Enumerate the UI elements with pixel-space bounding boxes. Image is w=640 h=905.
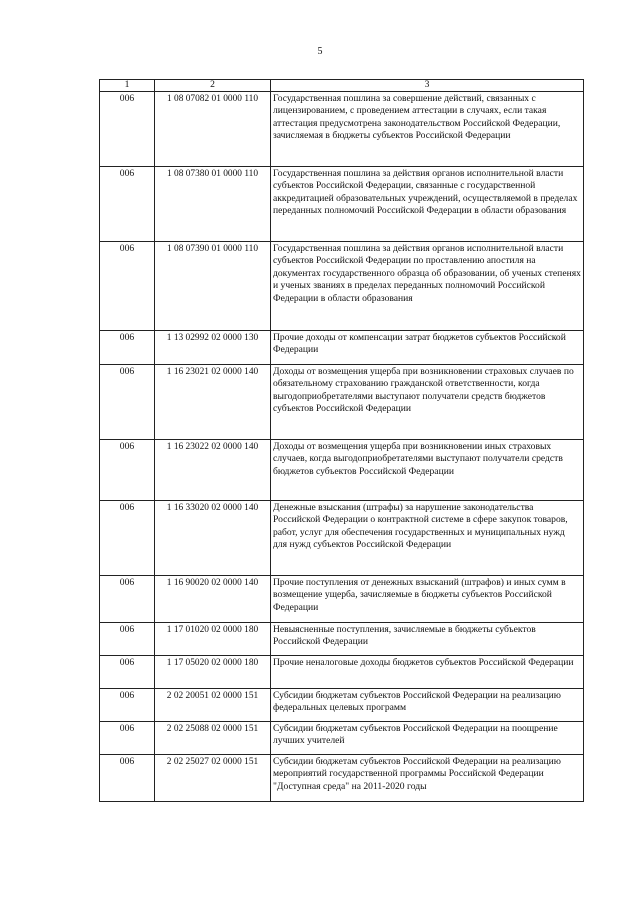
table-row — [100, 501, 584, 576]
admin-code-cell: 006 — [100, 167, 155, 242]
table-row — [100, 623, 584, 656]
budget-code-cell: 2 02 25027 02 0000 151 — [155, 755, 271, 802]
revenue-name-cell: Прочие неналоговые доходы бюджетов субъектов Российской Федерации — [271, 656, 584, 689]
revenue-name-cell: Субсидии бюджетам субъектов Российской Федерации на реализацию федеральных целевых программ — [271, 689, 584, 722]
revenue-name-cell: Государственная пошлина за совершение действий, связанных с лицензированием, с проведением аттестации в случаях, если такая аттестация предусмотрена законодательством Российской Федерации, зачисляемая в бюджеты субъектов Российской Федерации — [271, 92, 584, 167]
budget-code-cell: 1 16 33020 02 0000 140 — [155, 501, 271, 576]
revenue-name-cell: Доходы от возмещения ущерба при возникновении страховых случаев по обязательному страхованию гражданской ответственности, когда выгодоприобретателями выступают получатели средств бюджетов субъектов Российской Федерации — [271, 365, 584, 440]
column-header-name: 3 — [271, 80, 584, 92]
admin-code-cell: 006 — [100, 623, 155, 656]
table-row — [100, 242, 584, 331]
admin-code-cell: 006 — [100, 576, 155, 623]
table-row — [100, 167, 584, 242]
admin-code-cell: 006 — [100, 722, 155, 755]
revenue-name-cell: Государственная пошлина за действия органов исполнительной власти субъектов Российской Федерации, связанные с государственной аккредитацией образовательных учреждений, осуществляемой в пределах переданных полномочий Российской Федерации в области образования — [271, 167, 584, 242]
table-row — [100, 722, 584, 755]
revenue-name-cell: Субсидии бюджетам субъектов Российской Федерации на реализацию мероприятий государственной программы Российской Федерации "Доступная среда" на 2011-2020 годы — [271, 755, 584, 802]
budget-code-cell: 1 17 05020 02 0000 180 — [155, 656, 271, 689]
admin-code-cell: 006 — [100, 755, 155, 802]
admin-code-cell: 006 — [100, 365, 155, 440]
admin-code-cell: 006 — [100, 689, 155, 722]
budget-code-cell: 1 08 07082 01 0000 110 — [155, 92, 271, 167]
table-row — [100, 689, 584, 722]
table-row — [100, 365, 584, 440]
budget-code-cell: 1 16 23021 02 0000 140 — [155, 365, 271, 440]
revenue-name-cell: Доходы от возмещения ущерба при возникновении иных страховых случаев, когда выгодоприобретателями выступают получатели средств бюджетов субъектов Российской Федерации — [271, 440, 584, 501]
revenue-name-cell: Прочие доходы от компенсации затрат бюджетов субъектов Российской Федерации — [271, 331, 584, 365]
budget-code-cell: 1 16 23022 02 0000 140 — [155, 440, 271, 501]
admin-code-cell: 006 — [100, 242, 155, 331]
admin-code-cell: 006 — [100, 656, 155, 689]
revenue-classification-table — [99, 79, 584, 802]
admin-code-cell: 006 — [100, 440, 155, 501]
table-row — [100, 440, 584, 501]
header-row — [100, 80, 584, 92]
budget-code-cell: 1 13 02992 02 0000 130 — [155, 331, 271, 365]
table-row — [100, 755, 584, 802]
revenue-name-cell: Государственная пошлина за действия органов исполнительной власти субъектов Российской Федерации по проставлению апостиля на документах государственного образца об образовании, об ученых степенях и ученых званиях в пределах переданных полномочий Российской Федерации в области образования — [271, 242, 584, 331]
column-header-admin: 1 — [100, 80, 155, 92]
budget-code-cell: 1 08 07380 01 0000 110 — [155, 167, 271, 242]
admin-code-cell: 006 — [100, 92, 155, 167]
table-row — [100, 576, 584, 623]
budget-code-cell: 2 02 25088 02 0000 151 — [155, 722, 271, 755]
column-header-code: 2 — [155, 80, 271, 92]
budget-code-cell: 2 02 20051 02 0000 151 — [155, 689, 271, 722]
page-number: 5 — [317, 46, 323, 57]
revenue-name-cell: Субсидии бюджетам субъектов Российской Федерации на поощрение лучших учителей — [271, 722, 584, 755]
revenue-name-cell: Денежные взыскания (штрафы) за нарушение законодательства Российской Федерации о контрактной системе в сфере закупок товаров, работ, услуг для обеспечения государственных и муниципальных нужд для нужд субъектов Российской Федерации — [271, 501, 584, 576]
revenue-name-cell: Прочие поступления от денежных взысканий (штрафов) и иных сумм в возмещение ущерба, зачисляемые в бюджеты субъектов Российской Федерации — [271, 576, 584, 623]
table-row — [100, 656, 584, 689]
admin-code-cell: 006 — [100, 501, 155, 576]
table-row — [100, 331, 584, 365]
revenue-name-cell: Невыясненные поступления, зачисляемые в бюджеты субъектов Российской Федерации — [271, 623, 584, 656]
admin-code-cell: 006 — [100, 331, 155, 365]
table-row — [100, 92, 584, 167]
budget-code-cell: 1 16 90020 02 0000 140 — [155, 576, 271, 623]
budget-code-cell: 1 08 07390 01 0000 110 — [155, 242, 271, 331]
budget-code-cell: 1 17 01020 02 0000 180 — [155, 623, 271, 656]
